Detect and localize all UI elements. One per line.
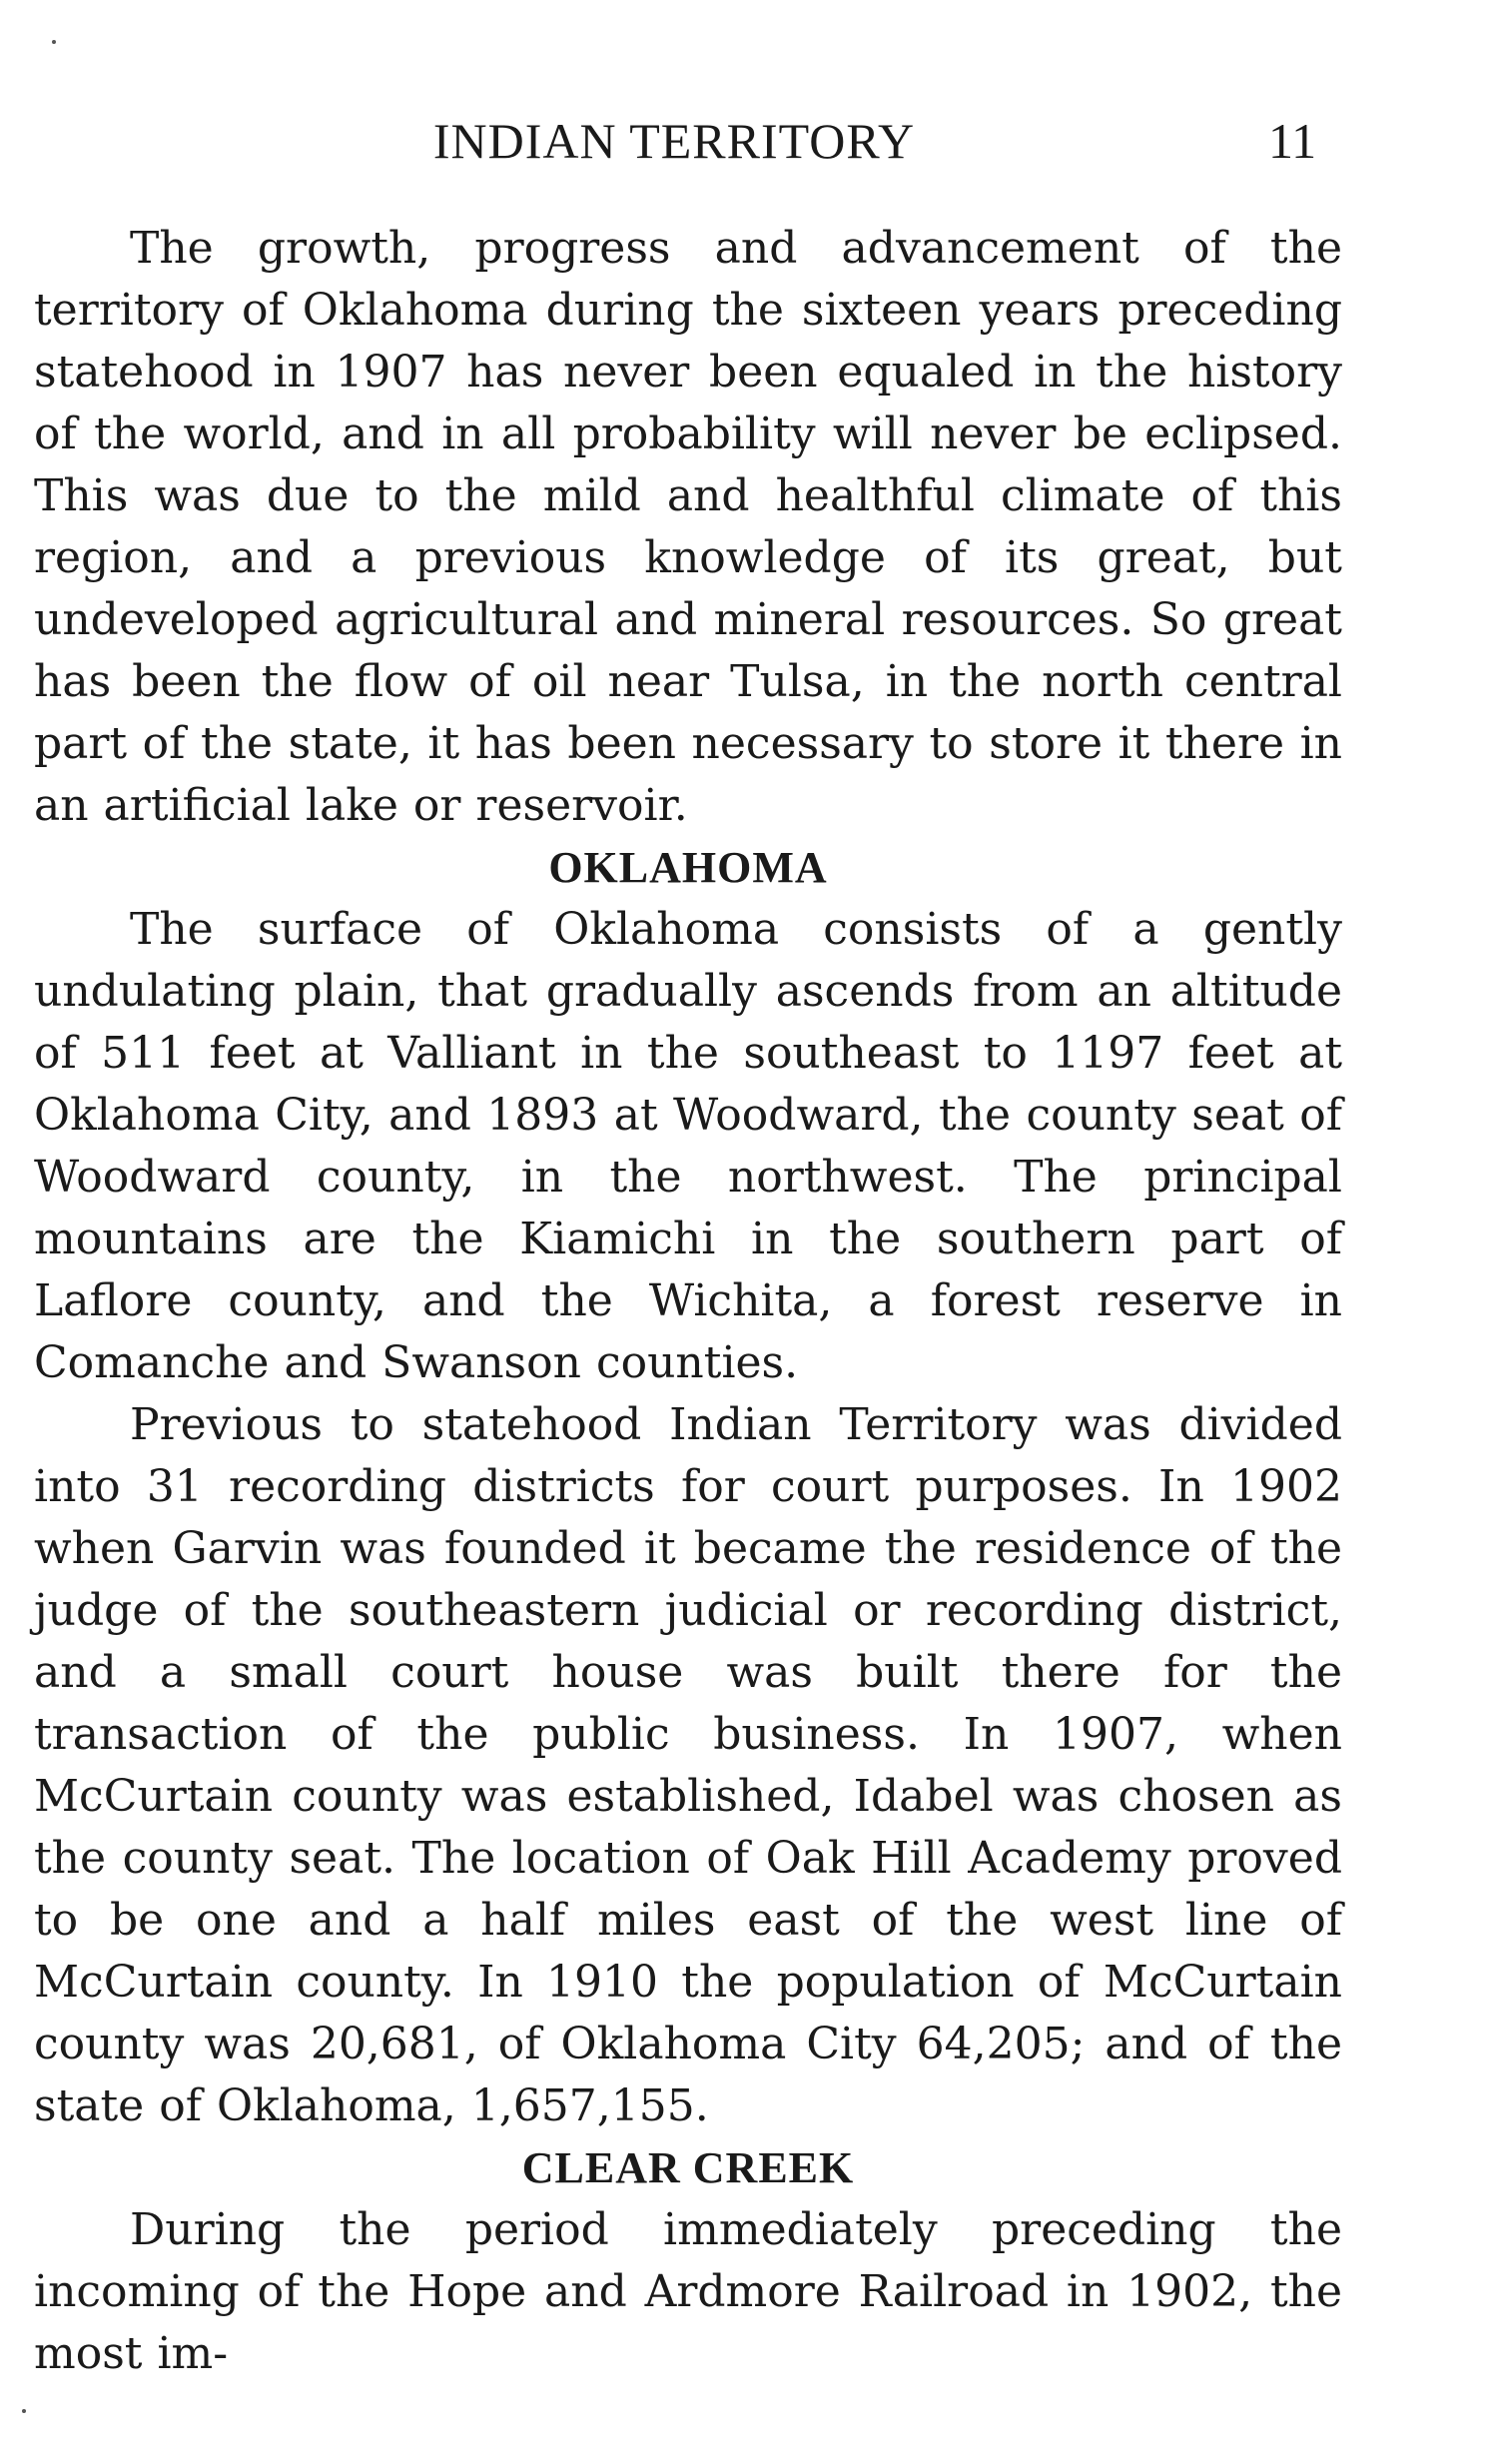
running-title: INDIAN TERRITORY (432, 113, 916, 169)
paragraph-clear-creek: During the period immediately preceding the incoming of the Hope and Ardmore Railroad in 1902, the most im- (34, 2204, 1342, 2379)
page-number: 11 (1268, 113, 1317, 169)
running-head (0, 112, 1488, 172)
paragraph-territory-growth: The growth, progress and advancement of the territory of Oklahoma during the sixteen years preceding statehood in 1907 has never been equaled in the history of the world, and in all probability will never be eclipsed. This was due to the mild and healthful climate of this region, and a previous knowledge of its great, but undeveloped agricultural and mineral resources. So great has been the flow of oil near Tulsa, in the north central part of the state, it has been necessary to store it there in an artificial lake or reservoir. (34, 223, 1342, 831)
section-heading-oklahoma: OKLAHOMA (548, 843, 828, 892)
scan-speck-top (52, 40, 56, 44)
scan-speck-bottom (22, 2409, 26, 2413)
paragraph-recording-districts: Previous to statehood Indian Territory was divided into 31 recording districts for court purposes. In 1902 when Garvin was founded it became the residence of the judge of the southeastern judicial or recording district, and a small court house was built there for the transaction of the public business. In 1907, when McCurtain county was established, Idabel was chosen as the county seat. The location of Oak Hill Academy proved to be one and a half miles east of the west line of McCurtain county. In 1910 the population of McCurtain county was 20,681, of Oklahoma City 64,205; and of the state of Oklahoma, 1,657,155. (34, 1399, 1342, 2131)
section-heading-clear-creek: CLEAR CREEK (521, 2143, 855, 2192)
body-text (34, 218, 1342, 2385)
paragraph-oklahoma-surface: The surface of Oklahoma consists of a gently undulating plain, that gradually ascends from an altitude of 511 feet at Valliant in the southeast to 1197 feet at Oklahoma City, and 1893 at Woodward, the county seat of Woodward county, in the northwest. The principal mountains are the Kiamichi in the southern part of Laflore county, and the Wichita, a forest reserve in Comanche and Swanson counties. (34, 904, 1342, 1388)
